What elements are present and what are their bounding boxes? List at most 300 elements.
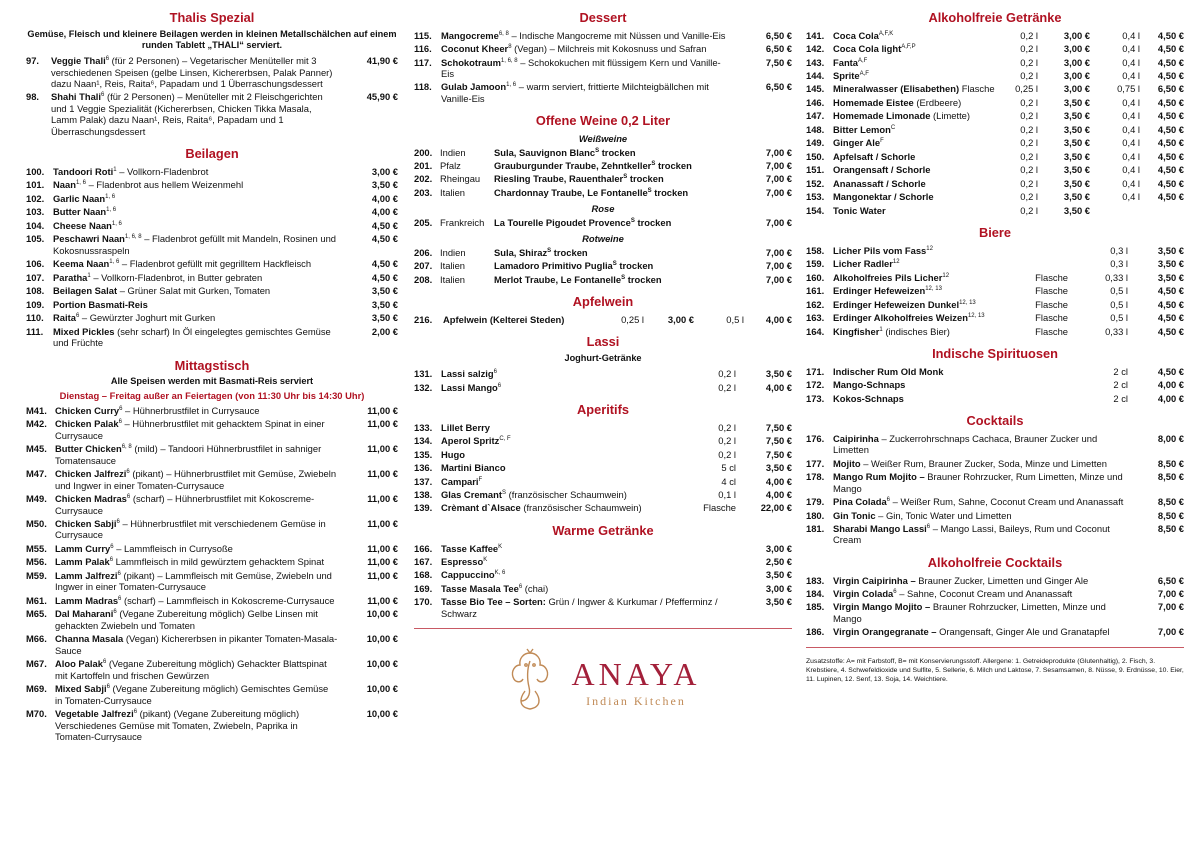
item-body	[830, 575, 1124, 586]
section-title-alkoholfrei: Alkoholfreie Getränke	[928, 10, 1062, 25]
item-price: 3,00 €	[765, 542, 792, 554]
item-price: 3,50 €	[1063, 137, 1090, 149]
item-price: 7,00 €	[765, 246, 792, 258]
item-name: Tonic Water	[833, 204, 886, 216]
item-body	[438, 569, 736, 580]
item-name-wrap	[833, 326, 883, 337]
item-extra: (indisches Bier)	[885, 325, 950, 337]
item-name: Campari	[441, 475, 479, 487]
thalis-list	[26, 54, 398, 138]
item-name-wrap	[441, 43, 512, 54]
drink-item	[414, 367, 792, 380]
item-name: Merlot Traube, Le Fontanelle	[494, 273, 622, 285]
item-volume: 0,4 l	[1122, 164, 1140, 176]
item-body	[830, 588, 1124, 599]
item-name-wrap	[53, 179, 86, 190]
item-price: 4,50 €	[1157, 285, 1184, 297]
item-note: (Limette)	[933, 110, 971, 122]
item-name: Chicken Curry	[55, 404, 120, 416]
item-name: Garlic Naan	[53, 192, 106, 204]
menu-item	[26, 271, 398, 284]
item-number: 142.	[806, 43, 825, 55]
item-price: 8,50 €	[1157, 471, 1184, 483]
item-name: Chicken Palak	[55, 418, 119, 430]
item-price: 3,00 €	[667, 313, 694, 325]
item-name-wrap	[833, 124, 895, 135]
item-name-wrap	[833, 245, 933, 256]
item-number: 137.	[414, 475, 433, 487]
item-allergen: 6	[102, 659, 107, 666]
item-description: (für 2 Personen) – Menüteller mit 2 Fleischgerichten und 1 Veggie Spezialität (Kichererbsen, Chicken Tikka Masala, Lamm Palak) dazu Naan¹, Reis, Raita⁶, Papadam und 1 Überraschungsdessert	[51, 91, 323, 137]
item-name-wrap	[53, 299, 148, 310]
wine-taste: trocken	[601, 146, 636, 158]
item-body	[50, 326, 338, 349]
item-allergen: 6	[518, 583, 523, 590]
item-name: Tasse Kaffee	[441, 542, 499, 554]
item-name: Lamadoro Primitivo Puglia	[494, 260, 613, 272]
item-body	[438, 30, 732, 41]
item-price: 11,00 €	[367, 443, 398, 455]
menu-item	[26, 232, 398, 257]
item-volume: 0,4 l	[1122, 43, 1140, 55]
item-allergen: S	[621, 274, 626, 281]
item-name: Beilagen Salat	[53, 285, 118, 297]
item-body	[438, 422, 676, 433]
item-volume: 4 cl	[721, 475, 736, 487]
item-allergen: S	[595, 147, 600, 154]
item-price: 4,00 €	[371, 192, 398, 204]
item-body	[52, 708, 338, 742]
section-title-thalis: Thalis Spezial	[169, 10, 255, 25]
item-body	[438, 435, 676, 446]
drink-item	[806, 56, 1184, 69]
item-name: Gin Tonic	[833, 509, 876, 521]
item-allergen: 6	[106, 683, 110, 690]
item-name: Portion Basmati-Reis	[53, 298, 148, 310]
item-name: Lamm Madras	[55, 594, 119, 606]
item-body	[830, 626, 1124, 637]
item-price: 8,50 €	[1157, 509, 1184, 521]
item-number: 108.	[26, 285, 45, 297]
item-allergen: 6	[116, 518, 120, 525]
item-volume: 0,33 l	[1105, 271, 1128, 283]
item-name-wrap	[55, 708, 137, 719]
item-body	[830, 326, 1008, 337]
item-allergen: 6, 8	[498, 30, 509, 37]
item-name: Chardonnay Traube, Le Fontanelle	[494, 186, 648, 198]
item-name: Mangocreme	[441, 29, 499, 41]
menu-item	[26, 284, 398, 297]
item-price: 7,00 €	[765, 216, 792, 228]
item-price: 4,50 €	[1157, 150, 1184, 162]
mittag-list	[26, 404, 398, 744]
item-allergen: A,F	[859, 70, 869, 77]
item-number: 106.	[26, 258, 45, 270]
item-number: 136.	[414, 462, 433, 474]
item-price: 3,50 €	[765, 462, 792, 474]
item-allergen: 6	[109, 557, 114, 564]
item-price: 7,00 €	[765, 146, 792, 158]
item-price: 8,00 €	[1157, 432, 1184, 444]
item-name: Caipirinha	[833, 432, 879, 444]
item-name: Tandoori Roti	[53, 165, 114, 177]
logo-name: ANAYA	[571, 655, 701, 692]
item-body	[830, 30, 998, 41]
item-name-wrap	[53, 220, 122, 231]
item-body	[438, 368, 676, 379]
item-name-wrap	[833, 83, 959, 94]
item-price: 7,00 €	[1157, 601, 1184, 613]
item-name: Butter Naan	[53, 206, 107, 218]
item-name-wrap	[833, 523, 930, 534]
item-name-wrap	[53, 258, 119, 269]
item-description: – Hühnerbrustfilet in Currysauce	[125, 404, 260, 416]
item-price: 11,00 €	[367, 556, 398, 568]
item-number: 178.	[806, 471, 825, 483]
lassi-intro: Joghurt-Getränke	[564, 352, 642, 363]
drink-item	[806, 123, 1184, 136]
menu-item	[26, 442, 398, 467]
item-body	[830, 70, 998, 81]
item-volume: 0,5 l	[726, 313, 744, 325]
menu-item	[806, 509, 1184, 522]
item-price: 3,00 €	[1063, 70, 1090, 82]
item-name-wrap	[441, 556, 487, 567]
item-allergen: 12	[892, 259, 900, 266]
item-price: 11,00 €	[367, 518, 398, 530]
drink-item	[806, 190, 1184, 203]
item-number: 110.	[26, 312, 44, 324]
item-allergen: 6	[101, 92, 105, 99]
item-number: 177.	[806, 457, 825, 469]
item-description: – Gewürzter Joghurt mit Gurken	[81, 312, 216, 324]
item-number: M55.	[26, 542, 47, 554]
item-price: 3,50 €	[371, 312, 398, 324]
item-price: 4,50 €	[371, 233, 398, 245]
item-number: 103.	[26, 206, 45, 218]
item-volume: Flasche	[703, 502, 736, 514]
item-description: (Vegan) Kichererbsen in pikanter Tomaten-Masala-Sauce	[55, 633, 338, 656]
section-title-apfelwein: Apfelwein	[572, 294, 634, 310]
weine-list	[414, 133, 792, 286]
drink-item	[806, 392, 1184, 405]
lassi-list	[414, 367, 792, 394]
item-number: 101.	[26, 179, 45, 191]
item-price: 4,00 €	[765, 381, 792, 393]
item-body	[830, 43, 998, 54]
item-volume: 0,2 l	[1020, 123, 1038, 135]
item-name: Veggie Thali	[51, 55, 106, 67]
menu-item	[414, 80, 792, 105]
item-number: 138.	[414, 488, 433, 500]
menu-item	[806, 625, 1184, 638]
item-name: La Tourelle Pigoudet Provence	[494, 216, 631, 228]
wine-taste: trocken	[637, 216, 672, 228]
item-body	[52, 570, 338, 593]
item-allergen: 6	[926, 523, 931, 530]
item-body	[50, 312, 338, 323]
drink-item	[414, 421, 792, 434]
item-body	[438, 81, 732, 104]
item-number: 205.	[414, 216, 433, 228]
item-body	[830, 272, 1008, 283]
item-description: – Lammfleisch in Currysoße	[116, 542, 233, 554]
item-allergen: S	[547, 247, 552, 254]
item-allergen: 1, 6	[109, 259, 120, 266]
item-extra: Grün / Ingwer & Kurkumar / Pfefferminz / Schwarz	[441, 596, 718, 619]
item-price: 8,50 €	[1157, 496, 1184, 508]
item-price: 4,50 €	[371, 258, 398, 270]
item-body	[52, 493, 338, 516]
item-number: 161.	[806, 285, 825, 297]
drink-item	[414, 461, 792, 474]
apfelwein-row	[414, 313, 792, 326]
item-description: (pikant) (Vegane Zubereitung möglich) Verschiedenes Gemüse mit Tomaten, Zwiebeln, Paprika in Tomaten-Currysauce	[55, 708, 300, 742]
item-name-wrap	[55, 518, 120, 529]
menu-item	[26, 517, 398, 542]
item-price: 7,00 €	[765, 273, 792, 285]
item-price: 11,00 €	[367, 569, 398, 581]
item-name-wrap	[833, 510, 876, 521]
item-allergen: 6, 8	[121, 444, 132, 451]
item-description: – Gin, Tonic Water und Limetten	[878, 509, 1012, 521]
item-price: 11,00 €	[367, 542, 398, 554]
item-body	[830, 379, 1068, 390]
item-name-wrap	[441, 422, 490, 433]
menu-item	[26, 298, 398, 311]
wine-row	[414, 273, 792, 286]
item-price: 3,50 €	[371, 298, 398, 310]
item-allergen: 1	[87, 272, 91, 279]
item-number: 118.	[414, 81, 432, 93]
item-price: 3,50 €	[765, 368, 792, 380]
menu-item	[26, 555, 398, 568]
wine-row	[414, 216, 792, 229]
item-volume: 0,2 l	[718, 368, 736, 380]
item-name-wrap	[833, 575, 916, 586]
item-body	[438, 596, 736, 619]
item-name: Apfelwein (Kelterei Steden)	[443, 313, 565, 325]
item-name: Hugo	[441, 448, 465, 460]
item-name: Erdinger Hefeweizen	[833, 285, 926, 297]
drink-item	[414, 448, 792, 461]
item-name-wrap	[833, 30, 893, 41]
item-price: 4,50 €	[1157, 43, 1184, 55]
item-number: 109.	[26, 298, 45, 310]
item-name: Crèmant d`Alsace	[441, 502, 521, 514]
item-allergen: A,F,P	[901, 43, 916, 50]
item-price: 10,00 €	[366, 633, 398, 645]
item-name: Martini Bianco	[441, 462, 506, 474]
item-body	[830, 366, 1068, 377]
item-price: 3,50 €	[765, 596, 792, 608]
item-price: 4,00 €	[371, 206, 398, 218]
item-name-wrap	[833, 137, 884, 148]
item-number: 143.	[806, 56, 825, 68]
item-body	[50, 285, 338, 296]
drink-item	[414, 555, 792, 568]
item-number: 207.	[414, 260, 433, 272]
item-number: M45.	[26, 443, 47, 455]
item-volume: 2 cl	[1113, 392, 1128, 404]
wine-region: Rheingau	[440, 173, 481, 185]
item-allergen: F	[880, 138, 884, 145]
section-title-weine: Offene Weine 0,2 Liter	[535, 113, 671, 129]
menu-item	[414, 42, 792, 55]
item-name-wrap	[441, 583, 522, 594]
item-number: 131.	[414, 368, 433, 380]
item-volume: 0,2 l	[1020, 191, 1038, 203]
item-price: 22,00 €	[760, 502, 792, 514]
item-price: 3,50 €	[765, 569, 792, 581]
item-body	[830, 393, 1068, 404]
item-price: 3,50 €	[1063, 96, 1090, 108]
item-volume: 0,5 l	[1110, 312, 1128, 324]
item-body	[830, 83, 998, 94]
item-name: Lassi Mango	[441, 381, 498, 393]
menu-item	[26, 219, 398, 232]
item-name-wrap	[55, 608, 117, 619]
drink-item	[806, 177, 1184, 190]
item-volume: 0,2 l	[1020, 164, 1038, 176]
item-price: 7,50 €	[765, 421, 792, 433]
menu-item	[26, 178, 398, 191]
wine-taste: trocken	[657, 159, 692, 171]
item-description: (Vegane Zubereitung möglich) Gemischtes Gemüse in Tomaten-Currysauce	[55, 683, 329, 706]
item-description: – Fladenbrot gefüllt mit gegrilltem Hackfleisch	[121, 258, 312, 270]
item-price: 3,50 €	[1063, 123, 1090, 135]
item-number: 206.	[414, 246, 433, 258]
drink-item	[806, 96, 1184, 109]
item-name: Ananassaft / Schorle	[833, 177, 926, 189]
item-number: 117.	[414, 56, 432, 68]
item-volume: 0,2 l	[718, 435, 736, 447]
item-price: 8,50 €	[1157, 522, 1184, 534]
item-body	[830, 285, 1008, 296]
item-price: 4,50 €	[1157, 365, 1184, 377]
item-allergen: 6	[133, 708, 138, 715]
item-allergen: 1	[879, 326, 883, 333]
item-price: 3,00 €	[371, 165, 398, 177]
wine-region: Italien	[440, 260, 466, 272]
item-allergen: F	[478, 476, 483, 483]
item-allergen: 1, 6	[105, 193, 116, 200]
item-body	[830, 312, 1008, 323]
wine-row	[414, 246, 792, 259]
item-name-wrap	[55, 443, 132, 454]
item-number: 176.	[806, 432, 825, 444]
menu-item	[26, 325, 398, 350]
item-name-wrap	[833, 205, 886, 216]
cocktails-list	[806, 432, 1184, 547]
item-number: M65.	[26, 608, 47, 620]
item-name: Grauburgunder Traube, Zehntkeller	[494, 159, 652, 171]
item-description: (für 2 Personen) – Vegetarischer Menüteller mit 3 verschiedenen Speisen (gelbe Linsen, Kichererbsen, Palak Panner) dazu Naan¹, Reis, Raita⁶, Papadam und 1 Überraschungsdessert	[51, 55, 333, 89]
item-price: 7,50 €	[765, 435, 792, 447]
item-body	[438, 556, 736, 567]
item-name: Coconut Kheer	[441, 43, 509, 55]
item-allergen: 1, 6	[506, 82, 517, 89]
item-name-wrap	[833, 299, 976, 310]
item-name: Schokotraum	[441, 56, 501, 68]
item-price: 11,00 €	[367, 493, 398, 505]
item-number: 151.	[806, 164, 825, 176]
item-body	[830, 97, 998, 108]
section-title-dessert: Dessert	[579, 10, 627, 25]
item-name: Glas Cremant	[441, 488, 502, 500]
item-price: 2,50 €	[765, 556, 792, 567]
drink-item	[806, 284, 1184, 297]
item-number: 135.	[414, 448, 433, 460]
menu-item	[806, 587, 1184, 600]
item-number: 107.	[26, 271, 45, 283]
menu-item	[806, 457, 1184, 470]
item-price: 3,50 €	[1157, 271, 1184, 283]
item-name-wrap	[441, 569, 505, 580]
menu-item	[26, 594, 398, 607]
item-name-wrap	[833, 588, 897, 599]
item-number: 164.	[806, 325, 825, 337]
menu-item	[26, 657, 398, 682]
item-volume: 0,4 l	[1122, 123, 1140, 135]
item-allergen: 6	[105, 55, 110, 62]
item-allergen: S	[501, 489, 506, 496]
alkoholfrei-list	[806, 29, 1184, 218]
wine-name	[494, 187, 732, 198]
wine-taste: trocken	[553, 246, 588, 258]
item-price: 3,50 €	[1063, 150, 1090, 162]
item-price: 6,50 €	[1157, 574, 1184, 586]
menu-item	[26, 165, 398, 178]
item-description: (sehr scharf) In Öl eingelegtes gemischtes Gemüse und Früchte	[53, 325, 331, 349]
item-body	[52, 443, 338, 466]
item-note: Flasche	[1035, 298, 1068, 310]
item-name: Kingfisher	[833, 325, 880, 337]
item-name-wrap	[833, 191, 934, 202]
item-allergen: 12	[926, 245, 933, 252]
item-number: 172.	[806, 379, 825, 391]
item-price: 10,00 €	[366, 683, 398, 695]
item-number: 180.	[806, 509, 825, 521]
menu-item	[26, 205, 398, 218]
menu-item	[26, 682, 398, 707]
item-allergen: S	[651, 160, 656, 167]
item-body	[48, 91, 338, 137]
item-body	[830, 458, 1124, 469]
item-body	[52, 418, 338, 441]
menu-item	[26, 417, 398, 442]
item-allergen: 12, 13	[967, 313, 985, 319]
item-name-wrap	[53, 233, 142, 244]
item-allergen: 12	[942, 272, 950, 279]
drink-item	[806, 204, 1184, 217]
item-price: 4,50 €	[1157, 325, 1184, 337]
item-name: Riesling Traube, Rauenthaler	[494, 173, 624, 185]
wine-name	[494, 173, 732, 184]
item-name-wrap	[441, 502, 521, 513]
item-name: Chicken Madras	[55, 493, 127, 505]
item-volume: 0,75 l	[1117, 83, 1140, 95]
item-description: (Vegane Zubereitung möglich) Gehackter Blattspinat mit Kartoffeln und frischen Gewürzen	[55, 658, 327, 681]
menu-item	[806, 495, 1184, 508]
dessert-list	[414, 29, 792, 106]
menu-item	[26, 192, 398, 205]
item-allergen: S	[623, 174, 628, 181]
item-name: Vegetable Jalfrezi	[55, 708, 134, 720]
item-number: 169.	[414, 582, 433, 594]
footnote: Zusatzstoffe: A= mit Farbstoff, B= mit Konservierungsstoff. Allergene: 1. Getreideprodukte (Glutenhaltig), 2. Fisch, 3. Krebstiere, 4. Schwefeldioxide und Sulfite, 5. Sellerie, 6. Milch und Laktose, 7. Sesamsamen, 8. Nüsse, 9. Erdnüsse, 10. Eier, 11. Lupinen, 12. Senf, 13. Soja, 14. Weichtiere.	[806, 657, 1184, 683]
item-body	[50, 220, 338, 231]
